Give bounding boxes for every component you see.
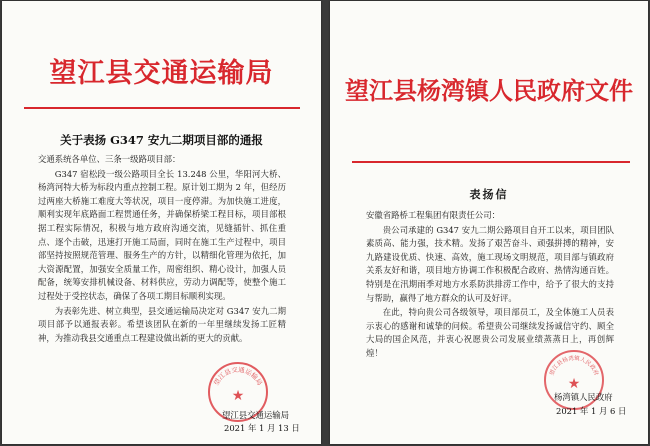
signature-date-right: 2021 年 1 月 6 日 (556, 406, 627, 416)
svg-text:望江县交通运输局 (211, 365, 264, 387)
paragraph-left-1: G347 宿松段一级公路项目全长 13.248 公里，华阳河大桥、杨湾河特大桥为标段内重点控制工程。原计划工期为 2 年，但经历过两座大桥施工难度大等状况，项目一度停滞。为加快施工进度，顺利实现年底路面工程贯通任务，并确保桥梁工程目标，项目部根据工程实际情况，积极与地方政府沟通交流，见缝插针、抓住重点、逐个击破，迅速打开施工局面，同时在施工生产过程中，项目部坚持按照规范管理、服务生产的方针，以精细化管理为依托，加大资源配置，加强安全质量工作，周密组织、精心设计，加强人员配备，统筹安排机械设备、材料供应，劳动力调配等，使整个施工过程处于受控状态，确保了各项工期目标顺利实现。 (38, 168, 286, 301)
red-divider-left (24, 107, 300, 109)
signature-date-left: 2021 年 1 月 13 日 (224, 423, 300, 433)
doc-body-right (366, 209, 614, 362)
doc-title-left: 关于表扬 G347 安九二期项目部的通报 (60, 133, 263, 147)
salutation-left: 交通系统各单位、三条一级路项目部： (38, 154, 181, 164)
document-left (2, 1, 321, 444)
signature-org-right: 杨湾镇人民政府 (554, 392, 613, 402)
seal-text-left: 望江县交通运输局 (212, 365, 264, 387)
seal-star-left: ★ (231, 388, 245, 404)
doc-body-left (38, 153, 286, 346)
paragraph-right-1: 贵公司承建的 G347 安九二期公路项目自开工以来，项目团队素质高、能力强，技术精。发扬了艰苦奋斗、顽强拼搏的精神，安九路建设优质、快速、高效，施工现场文明规范，项目部与镇政府关系友好和谐，项目地方协调工作积极配合政府、热情沟通百姓。特别是在汛期雨季对地方水系防洪排涝工作中，给予了很大的支持与帮助，赢得了地方群众的认可及好评。 (366, 224, 614, 303)
paragraph-left-2: 为表彰先进、树立典型，县交通运输局决定对 G347 安九二期项目部予以通报表彰。希望该团队在新的一年里继续发扬工匠精神，为推动我县交通重点工程建设做出新的更大的贡献。 (38, 305, 286, 343)
signature-org-left: 望江县交通运输局 (222, 410, 289, 420)
salutation-right: 安徽省路桥工程集团有限责任公司： (366, 210, 500, 220)
doc-header-left: 望江县交通运输局 (49, 58, 274, 89)
paragraph-right-2: 在此，特向贵公司各级领导，项目部员工，及全体施工人员表示衷心的感谢和诚挚的问候。希望贵公司继续发扬诚信守约、顾全大局的国企风范，并衷心祝愿贵公司发展业绩蒸蒸日上，再创辉煌！ (366, 307, 614, 358)
seal-star-right: ★ (567, 376, 581, 392)
document-right (330, 1, 648, 444)
red-divider-right (352, 161, 630, 163)
doc-title-right: 表扬信 (469, 188, 509, 201)
seal-text-right: 望江县杨湾镇人民政府 (549, 355, 599, 377)
doc-header-right: 望江县杨湾镇人民政府文件 (345, 76, 633, 105)
